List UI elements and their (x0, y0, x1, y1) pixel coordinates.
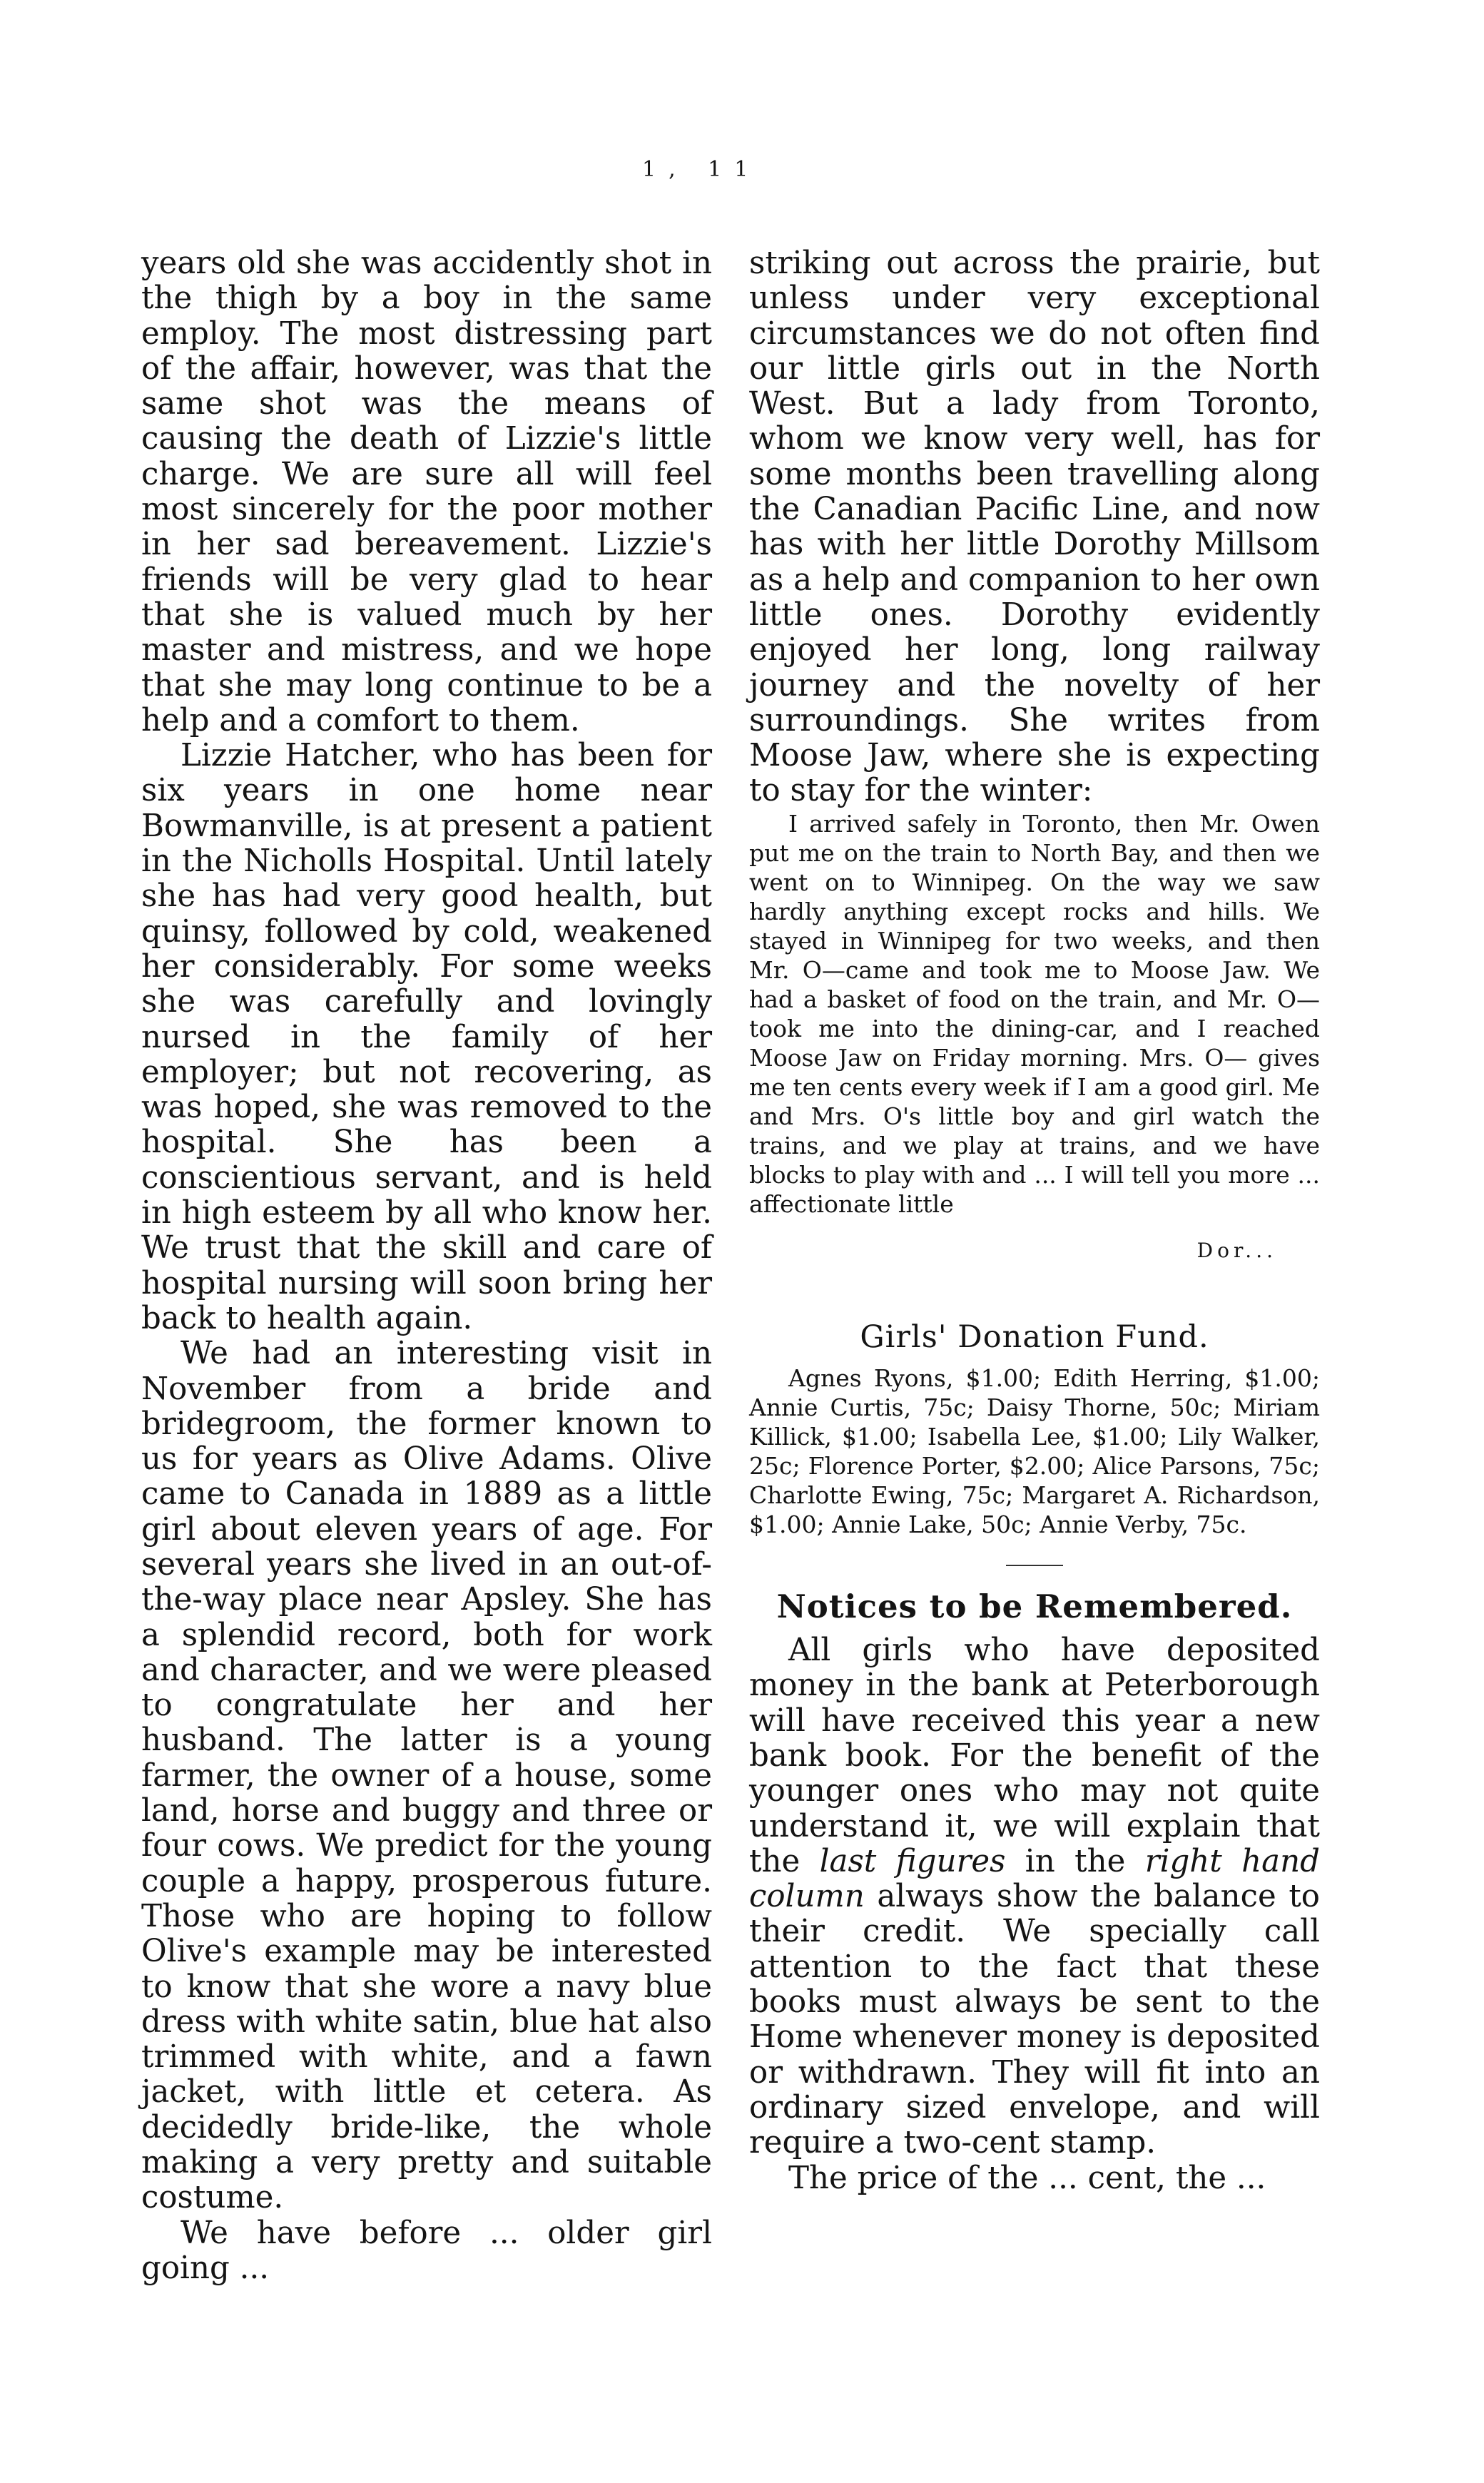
paragraph-olive-adams: We had an interesting visit in November from a bride and bridegroom, the former known to us for years as Olive Adams. Olive came to Canada in 1889 as a little girl about eleven years of age. For several years she lived in an out-of-the-way place near Apsley. She has a splendid record, both for work and character, and we were pleased to congratulate her and her husband. The latter is a young farmer, the owner of a house, some land, horse and buggy and three or four cows. We predict for the young couple a happy, prosperous future. Those who are hoping to follow Olive's example may be interested to know that she wore a navy blue dress with white satin, blue hat also trimmed with white, and a fawn jacket, with little et cetera. As decidedly bride-like, the whole making a very pretty and suitable costume. (141, 1336, 712, 2216)
left-column (141, 246, 712, 2286)
page-header: 1, 11 (642, 157, 761, 182)
letter-signature: Dor... (1196, 1238, 1277, 1262)
donation-list: Agnes Ryons, $1.00; Edith Herring, $1.00; Annie Curtis, 75c; Daisy Thorne, 50c; Miriam Killick, $1.00; Isabella Lee, $1.00; Lily Walker, 25c; Florence Porter, $2.00; Alice Parsons, 75c; Charlotte Ewing, 75c; Margaret A. Richardson, $1.00; Annie Lake, 50c; Annie Verby, 75c. (749, 1364, 1320, 1539)
paragraph-continued: We have before ... older girl going ... (141, 2215, 712, 2286)
paragraph-notices (749, 1633, 1320, 2160)
notices-emphasis-right-hand-column: right hand column (749, 1843, 1320, 1915)
paragraph-lizzie-accident: years old she was accidently shot in the thigh by a boy in the same employ. The most distressing part of the affair, however, was that the same shot was the means of causing the death of Lizzie's little charge. We are sure all will feel most sincerely for the poor mother in her sad bereavement. Lizzie's friends will be very glad to hear that she is valued much by her master and mistress, and we hope that she may long continue to be a help and a comfort to them. (141, 245, 712, 738)
donation-fund-title: Girls' Donation Fund. (860, 1319, 1209, 1356)
notices-title: Notices to be Remembered. (776, 1588, 1293, 1626)
notices-text-1: All girls who have deposited money in the bank at Peterborough will have received this year a new bank book. For the benefit of the younger ones who may not quite understand it, we will explain that the (749, 1633, 1320, 1879)
paragraph-lizzie-hatcher: Lizzie Hatcher, who has been for six years in one home near Bowmanville, is at present a patient in the Nicholls Hospital. Until lately she has had very good health, but quinsy, followed by cold, weakened her considerably. For some weeks she was carefully and lovingly nursed in the family of her employer; but not recovering, as was hoped, she was removed to the hospital. She has been a conscientious servant, and is held in high esteem by all who know her. We trust that the skill and care of hospital nursing will soon bring her back to health again. (141, 738, 712, 1336)
right-column (749, 246, 1320, 2196)
paragraph-notices-continued: The price of the ... cent, the ... (788, 2160, 1266, 2196)
section-divider (1006, 1565, 1063, 1566)
notices-text-2: in the (1005, 1843, 1145, 1879)
notices-text-3: always show the balance to their credit. We specially call attention to the fact that these books must always be sent to the Home whenever money is deposited or withdrawn. They will fit into an ordinary sized envelope, and will require a two-cent stamp. (749, 1879, 1320, 2161)
dorothy-letter: I arrived safely in Toronto, then Mr. Owen put me on the train to North Bay, and then we went on to Winnipeg. On the way we saw hardly anything except rocks and hills. We stayed in Winnipeg for two weeks, and then Mr. O—came and took me to Moose Jaw. We had a basket of food on the train, and Mr. O— took me into the dining-car, and I reached Moose Jaw on Friday morning. Mrs. O— gives me ten cents every week if I am a good girl. Me and Mrs. O's little boy and girl watch the trains, and we play at trains, and we have blocks to play with and ... I will tell you more ... affectionate little (749, 809, 1320, 1218)
paragraph-dorothy-intro: striking out across the prairie, but unless under very exceptional circumstances we do not often find our little girls out in the North West. But a lady from Toronto, whom we know very well, has for some months been travelling along the Canadian Pacific Line, and now has with her little Dorothy Millsom as a help and companion to her own little ones. Dorothy evidently enjoyed her long, long railway journey and the novelty of her surroundings. She writes from Moose Jaw, where she is expecting to stay for the winter: (749, 245, 1320, 809)
notices-emphasis-last-figures: last figures (819, 1843, 1006, 1879)
